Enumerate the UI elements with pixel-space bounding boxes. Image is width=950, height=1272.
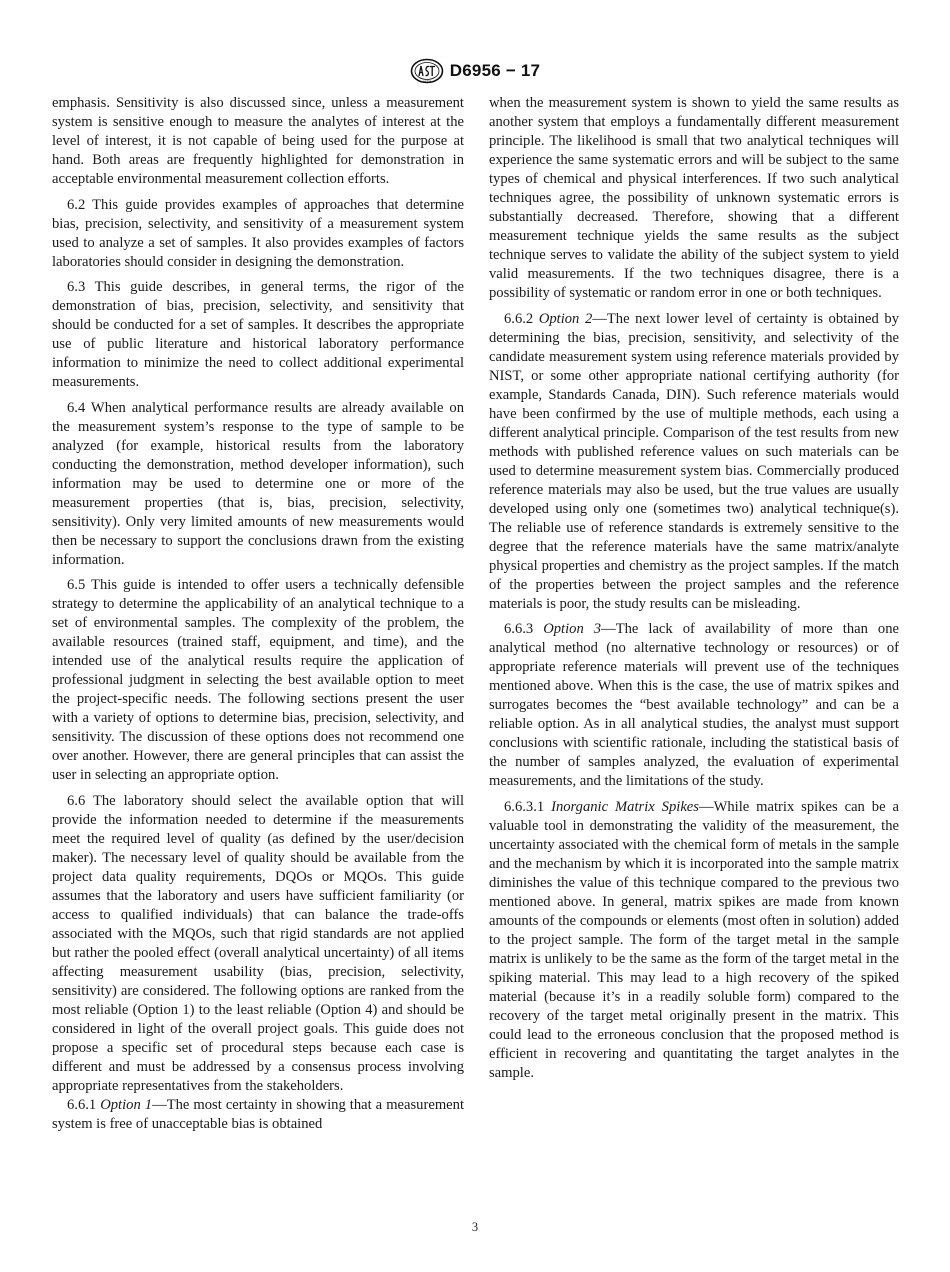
section-text: —The most certainty in showing that a measurement system is free of unacceptable bias is obtained xyxy=(52,1096,464,1132)
page-header xyxy=(0,56,950,86)
section-text: —The next lower level of certainty is obtained by determining the bias, precision, sensitivity, and selectivity of the candidate measurement system using reference materials provided by NIST, or some other appropriate national certifying authority (for example, Standards Canada, DIN). Such reference materials would have been confirmed by the use of multiple methods, each using a different analytical principle. Comparison of the test results from new methods with published reference values on such materials can be used to determine measurement system bias. Commercially produced reference materials may also be used, but the true values are usually developed using only one (sometimes two) analytical technique(s). The reliable use of reference standards is extremely sensitive to the degree that the reference materials have the same matrix/analyte physical properties and chemistry as the project samples. If the match of the properties between the project samples and the reference materials is poor, the study results can be misleading. xyxy=(489,310,899,612)
section-text: —While matrix spikes can be a valuable tool in demonstrating the validity of the measurement, the uncertainty associated with the chemical form of metals in the sample and the mechanism by which it is incorporated into the sample matrix diminishes the value of this technique compared to the previous two mentioned above. In general, matrix spikes are made from known amounts of the compounds or elements (most often in solution) added to the project sample. The form of the target metal in the sample matrix is unlikely to be the same as the form of the target metal in the spiking material. This may lead to a high recovery of the spiked material (because it’s in a readily soluble form) compared to the recovery of the target metal originally present in the matrix. This could lead to the erroneous conclusion that the proposed method is efficient in recovering and quantitating the target analytes in the sample. xyxy=(489,798,899,1081)
svg-text:ASTM: ASTM xyxy=(422,79,431,84)
paragraph-continued: when the measurement system is shown to yield the same results as another system that employs a fundamentally different measurement principle. The likelihood is small that two analytical techniques will experience the same systematic errors and will be subject to the same types of chemical and physical interferences. If two such analytical techniques agree, the possibility of unknown systematic errors is substantially decreased. Therefore, showing that a different measurement technique yields the same results as the subject technique serves to validate the ability of the subject system to yield valid measurements. If the two techniques disagree, there is a possibility of systematic or random error in one or both techniques. xyxy=(489,95,899,301)
section-title: Option 3 xyxy=(543,621,602,637)
paragraph-6-3: 6.3 This guide describes, in general terms, the rigor of the demonstration of bias, precision, selectivity, and sensitivity that should be conducted for a set of samples. It describes the appropriate use of public literature and historical laboratory performance information to minimize the need to collect additional experimental measurements. xyxy=(52,279,464,390)
document-designation: D6956 − 17 xyxy=(449,61,541,80)
paragraph-6-6-1 xyxy=(52,1096,464,1134)
paragraph-6-6-3 xyxy=(489,620,899,791)
section-title: Option 2 xyxy=(538,310,593,327)
section-number: 6.6.1 xyxy=(67,1096,97,1113)
section-title: Inorganic Matrix Spikes xyxy=(551,798,699,815)
left-column xyxy=(52,94,464,1140)
paragraph-6-4: 6.4 When analytical performance results are already available on the measurement system’s response to the type of sample to be analyzed (for example, historical results from the laboratory conducting the demonstration, method developer information), such information may be used to determine one or more of the measurement properties (that is, bias, precision, selectivity, sensitivity). Only very limited amounts of new measurements would then be necessary to support the conclusions drawn from the existing information. xyxy=(52,399,464,568)
section-title: Option 1 xyxy=(100,1096,153,1113)
page-number: 3 xyxy=(471,1220,479,1234)
right-column xyxy=(489,94,899,1089)
paragraph-6-6: 6.6 The laboratory should select the available option that will provide the information needed to determine if the measurements meet the required level of quality (as defined by the user/decision maker). The necessary level of quality should be available from the project data quality requirements, DQOs or MQOs. This guide assumes that the laboratory and users have sufficient familiarity (or access to qualified individuals) that can balance the trade-offs associated with the MQOs, such that rigid standards are not applied but rather the pooled effect (overall analytical uncertainty) of all items affecting measurement usability (bias, precision, selectivity, sensitivity) are considered. The following options are ranked from the most reliable (Option 1) to the least reliable (Option 4) and should be considered in light of the overall project goals. This guide does not propose a specific set of procedural steps because each case is different and must be addressed by a consensus process involving appropriate representatives from the stakeholders. xyxy=(52,792,464,1094)
section-number: 6.6.3 xyxy=(504,621,534,637)
paragraph-6-5: 6.5 This guide is intended to offer users a technically defensible strategy to determine the applicability of an analytical technique to a set of environmental samples. The complexity of the problem, the available resources (trained staff, equipment, and time), and the intended use of the analytical results require the application of professional judgment in selecting the best available option to meet the project-specific needs. The following sections present the user with a variety of options to determine bias, precision, selectivity, and sensitivity. The discussion of these options does not recommend one over another. However, there are general principles that can assist the user in selecting an appropriate option. xyxy=(52,577,464,783)
paragraph-6-2: 6.2 This guide provides examples of approaches that determine bias, precision, selectivity, and sensitivity of a measurement system used to analyze a set of samples. It also provides examples of factors laboratories should consider in designing the demonstration. xyxy=(52,196,464,270)
section-text: —The lack of availability of more than one analytical method (no alternative technology or resources) or of appropriate reference materials will prevent use of the techniques mentioned above. When this is the case, the use of matrix spikes and surrogates becomes the “best available technology” and can be a reliable option. As in all analytical studies, the analyst must support conclusions with scientific rationale, including the statistical basis of the number of samples analyzed, the evaluation of experimental measurements, and the limitations of the study. xyxy=(489,621,900,789)
paragraph-6-6-2 xyxy=(489,310,899,614)
paragraph-6-6-3-1 xyxy=(489,798,899,1083)
astm-logo-icon xyxy=(410,58,444,84)
paragraph-continued: emphasis. Sensitivity is also discussed since, unless a measurement system is sensitive enough to measure the analytes of interest at the level of interest, it is not capable of being used for the purpose at hand. Both areas are frequently highlighted for demonstration in acceptable environmental measurement collection efforts. xyxy=(52,95,464,187)
section-number: 6.6.2 xyxy=(504,310,534,327)
section-number: 6.6.3.1 xyxy=(504,798,545,815)
